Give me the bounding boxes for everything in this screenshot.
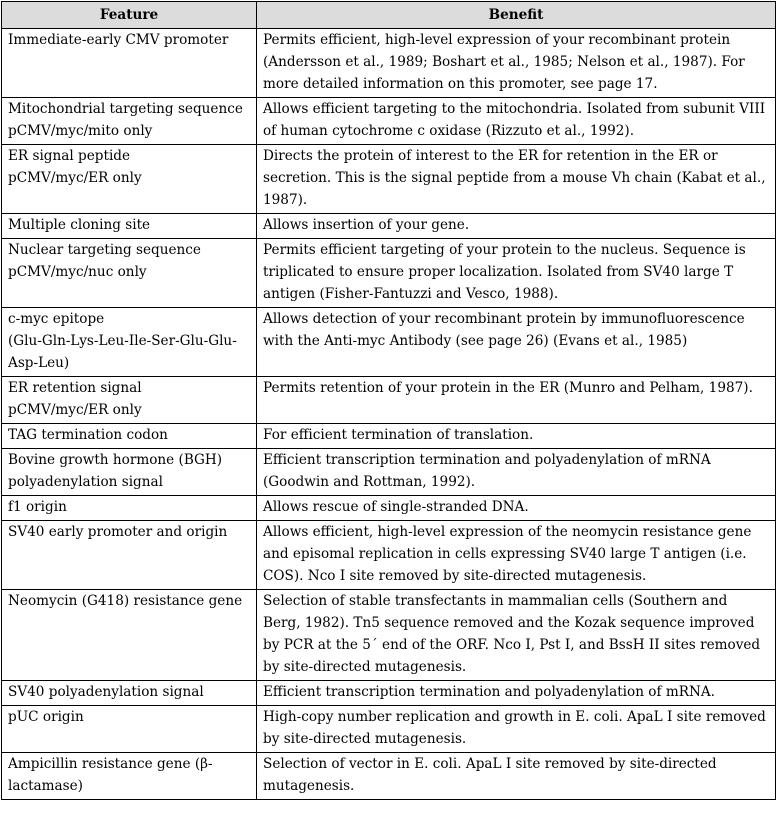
benefit-text: Selection of vector in E. coli. ApaL I site removed by site-directed mutagenesis. [263,756,717,794]
table-row [2,377,776,424]
feature-benefit-table [1,1,776,800]
benefit-text: Allows insertion of your gene. [263,217,470,233]
feature-text: Immediate-early CMV promoter [8,32,229,48]
feature-text: ER signal peptide [8,148,131,164]
table-row [2,29,776,98]
benefit-cell [257,29,776,98]
benefit-cell [257,706,776,753]
feature-cell [2,308,257,377]
feature-text: Multiple cloning site [8,217,151,233]
feature-text: (Glu-Gln-Lys-Leu-Ile-Ser-Glu-Glu-Asp-Leu) [8,333,237,371]
feature-benefit-table-wrapper [1,1,775,800]
benefit-text: Efficient transcription termination and polyadenylation of mRNA. [263,684,715,700]
benefit-text: Allows efficient targeting to the mitochondria. Isolated from subunit VIII of human cytochrome c oxidase (Rizzuto et al., 1992). [263,101,766,139]
table-row [2,214,776,239]
feature-text: SV40 polyadenylation signal [8,684,204,700]
table-row [2,706,776,753]
feature-text: pCMV/myc/nuc only [8,264,147,280]
benefit-text: High-copy number replication and growth in E. coli. ApaL I site removed by site-directed mutagenesis. [263,709,766,747]
table-row [2,424,776,449]
feature-cell [2,681,257,706]
benefit-text: Efficient transcription termination and polyadenylation of mRNA (Goodwin and Rottman, 1992). [263,452,711,490]
feature-cell [2,449,257,496]
feature-text: pUC origin [8,709,84,725]
table-row [2,521,776,590]
benefit-cell [257,98,776,145]
benefit-cell [257,590,776,681]
feature-text: pCMV/myc/ER only [8,170,142,186]
feature-cell [2,98,257,145]
feature-cell [2,590,257,681]
feature-text: Ampicillin resistance gene (β-lactamase) [8,756,213,794]
benefit-text: Directs the protein of interest to the ER for retention in the ER or secretion. This is the signal peptide from a mouse Vh chain (Kabat et al., 1987). [263,148,766,208]
benefit-text: Permits efficient targeting of your protein to the nucleus. Sequence is triplicated to ensure proper localization. Isolated from SV40 large T antigen (Fisher-Fantuzzi and Vesco, 1988). [263,242,746,302]
benefit-text: Selection of stable transfectants in mammalian cells (Southern and Berg, 1982). Tn5 sequence removed and the Kozak sequence improved by PCR at the 5´ end of the ORF. Nco I, Pst I, and BssH II sites removed by site-directed mutagenesis. [263,593,761,675]
benefit-cell [257,377,776,424]
feature-text: c-myc epitope [8,311,105,327]
table-row [2,496,776,521]
table-body [2,29,776,800]
feature-cell [2,706,257,753]
benefit-cell [257,424,776,449]
feature-text: Neomycin (G418) resistance gene [8,593,243,609]
feature-cell [2,496,257,521]
feature-cell [2,521,257,590]
benefit-text: For efficient termination of translation. [263,427,534,443]
benefit-cell [257,145,776,214]
feature-cell [2,753,257,800]
benefit-cell [257,449,776,496]
feature-text: pCMV/myc/ER only [8,402,142,418]
benefit-text: Permits efficient, high-level expression of your recombinant protein (Andersson et al., 1989; Boshart et al., 1985; Nelson et al., 1987). For more detailed information on this promoter, see page 17. [263,32,745,92]
feature-text: Bovine growth hormone (BGH) polyadenylation signal [8,452,223,490]
feature-text: TAG termination codon [8,427,168,443]
feature-text: Nuclear targeting sequence [8,242,201,258]
benefit-text: Allows rescue of single-stranded DNA. [263,499,529,515]
table-row [2,449,776,496]
table-row [2,98,776,145]
benefit-cell [257,681,776,706]
benefit-cell [257,521,776,590]
feature-text: SV40 early promoter and origin [8,524,228,540]
benefit-cell [257,496,776,521]
table-row [2,753,776,800]
table-row [2,681,776,706]
benefit-text: Permits retention of your protein in the ER (Munro and Pelham, 1987). [263,380,753,396]
table-row [2,590,776,681]
benefit-text: Allows detection of your recombinant protein by immunofluorescence with the Anti-myc Antibody (see page 26) (Evans et al., 1985) [263,311,745,349]
feature-cell [2,377,257,424]
header-feature: Feature [2,2,257,29]
header-row [2,2,776,29]
feature-cell [2,239,257,308]
benefit-cell [257,214,776,239]
feature-cell [2,145,257,214]
benefit-cell [257,753,776,800]
feature-cell [2,29,257,98]
feature-text: Mitochondrial targeting sequence [8,101,243,117]
header-benefit: Benefit [257,2,776,29]
feature-cell [2,214,257,239]
table-row [2,308,776,377]
table-row [2,145,776,214]
feature-text: f1 origin [8,499,67,515]
benefit-cell [257,239,776,308]
feature-cell [2,424,257,449]
feature-text: ER retention signal [8,380,142,396]
feature-text: pCMV/myc/mito only [8,123,153,139]
benefit-text: Allows efficient, high-level expression of the neomycin resistance gene and episomal replication in cells expressing SV40 large T antigen (i.e. COS). Nco I site removed by site-directed mutagenesis. [263,524,752,584]
benefit-cell [257,308,776,377]
table-row [2,239,776,308]
